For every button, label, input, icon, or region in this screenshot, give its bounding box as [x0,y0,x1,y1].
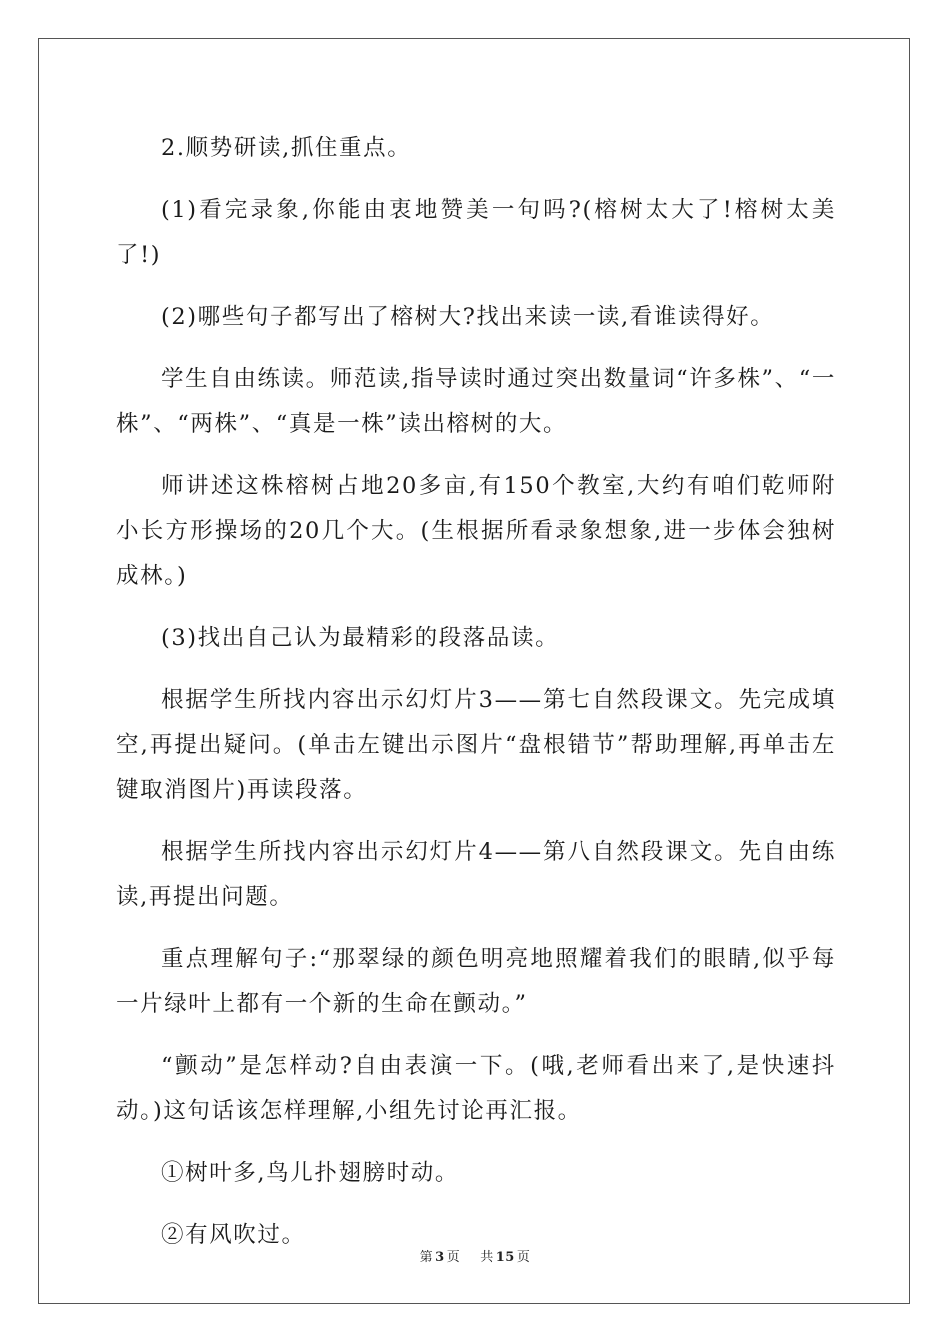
footer-total-prefix: 共 [480,1250,494,1265]
paragraph-question-2: (2)哪些句子都写出了榕树大?找出来读一读,看谁读得好。 [161,304,775,330]
footer-total-pages: 15 [495,1250,515,1265]
paragraph-key-sentence: 重点理解句子:“那翠绿的颜色明亮地照耀着我们的眼睛,似乎每一片绿叶上都有一个新的生命在颤动。” [116,946,836,1017]
paragraph-slide-3: 根据学生所找内容出示幻灯片3——第七自然段课文。先完成填空,再提出疑问。(单击左键出示图片“盘根错节”帮助理解,再单击左键取消图片)再读段落。 [116,687,836,803]
paragraph-practice-reading: 学生自由练读。师范读,指导读时通过突出数量词“许多株”、“一株”、“两株”、“真是一株”读出榕树的大。 [116,366,836,437]
footer-page-prefix: 第 [419,1250,434,1265]
paragraph-question-3: (3)找出自己认为最精彩的段落品读。 [161,625,560,651]
paragraph-tremble: “颤动”是怎样动?自由表演一下。(哦,老师看出来了,是快速抖动。)这句话该怎样理解,小组先讨论再汇报。 [116,1053,836,1124]
document-body [116,126,836,1275]
paragraph-heading-2: 2.顺势研读,抓住重点。 [161,135,412,161]
footer-current-page: 3 [435,1250,445,1265]
footer-total-suffix: 页 [516,1250,531,1265]
paragraph-point-2: ②有风吹过。 [161,1222,306,1248]
paragraph-question-1: (1)看完录象,你能由衷地赞美一句吗?(榕树太大了!榕树太美了!) [116,197,836,268]
page-footer [0,1246,950,1265]
paragraph-slide-4: 根据学生所找内容出示幻灯片4——第八自然段课文。先自由练读,再提出问题。 [116,839,836,910]
footer-page-suffix: 页 [446,1250,461,1265]
paragraph-teacher-narration: 师讲述这株榕树占地20多亩,有150个教室,大约有咱们乾师附小长方形操场的20几个大。(生根据所看录象想象,进一步体会独树成林。) [116,473,836,589]
paragraph-point-1: ①树叶多,鸟儿扑翅膀时动。 [161,1160,459,1186]
